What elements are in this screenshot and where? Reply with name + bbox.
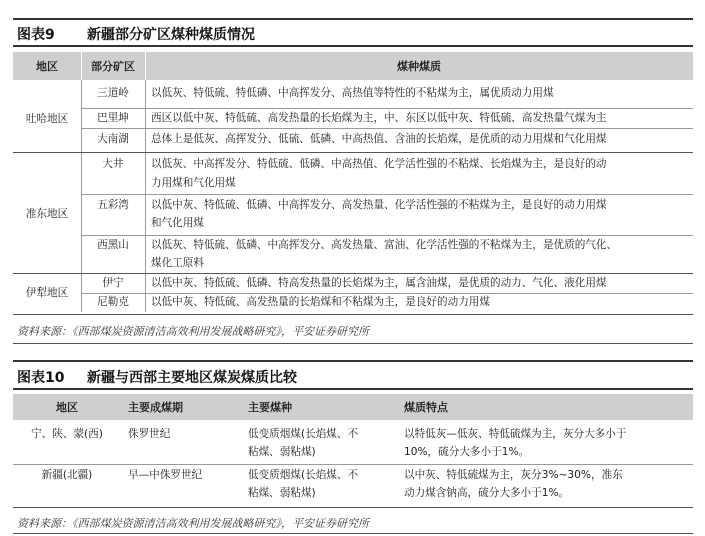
fig9-desc-line: 力用煤和气化用煤 <box>151 177 236 189</box>
fig10-feature-line: 10%，硫分大多小于1%。 <box>404 446 530 458</box>
fig9-table-bottom-rule <box>13 314 693 315</box>
fig10-header-type: 主要煤种 <box>248 401 292 414</box>
fig10-feature-line: 以中灰、特低硫煤为主，灰分3%~30%，准东 <box>404 469 623 481</box>
fig9-header-sep <box>81 52 82 80</box>
fig10-period: 早—中侏罗世纪 <box>128 469 203 481</box>
fig10-source: 资料来源：《西部煤炭资源清洁高效利用发展战略研究》，平安证券研究所 <box>17 517 369 530</box>
fig10-row-divider <box>13 464 693 465</box>
fig10-region: 新疆(北疆) <box>41 469 93 481</box>
fig9-mine: 伊宁 <box>102 277 124 289</box>
fig9-desc: 西区以低中灰、特低硫、高发热量的长焰煤为主，中、东区以低中灰、特低硫、高发热量气煤为主 <box>151 112 607 124</box>
fig10-type-line: 低变质烟煤(长焰煤、不 <box>248 469 359 481</box>
fig9-region-yili: 伊犁地区 <box>25 287 69 299</box>
fig9-desc-line: 煤化工原料 <box>151 257 204 269</box>
fig10-table-bottom-rule <box>13 507 693 508</box>
fig9-desc: 以低中灰、特低硫、高发热量的长焰煤和不粘煤为主，是良好的动力用煤 <box>151 296 490 308</box>
fig9-desc: 以低中灰、特低硫、低磷、特高发热量的长焰煤为主，属含油煤，是优质的动力、气化、液化用煤 <box>151 277 607 289</box>
fig10-top-rule <box>13 360 693 362</box>
fig9-desc-line: 和气化用煤 <box>151 217 204 229</box>
fig9-mine: 三道岭 <box>97 87 129 99</box>
fig10-region: 宁、陕、蒙(西) <box>31 428 103 440</box>
fig9-header-quality: 煤种煤质 <box>397 60 441 73</box>
fig10-feature-line: 动力煤含钠高，硫分大多小于1%。 <box>404 487 570 499</box>
fig9-header-region: 地区 <box>36 60 58 73</box>
fig10-title <box>17 367 297 387</box>
fig10-type-line: 低变质烟煤(长焰煤、不 <box>248 428 359 440</box>
fig10-source-rule <box>13 533 693 534</box>
fig9-desc: 以低灰、特低硫、特低磷、中高挥发分、高热值等特性的不粘煤为主，属优质动力用煤 <box>151 87 554 99</box>
fig9-row-divider <box>81 194 693 195</box>
fig9-mine: 五彩湾 <box>97 199 129 211</box>
fig9-source-rule <box>13 343 693 344</box>
fig9-mine: 大井 <box>102 158 124 170</box>
fig9-desc-line: 以低中灰、特低硫、低磷、中高挥发分、高发热量、化学活性强的不粘煤为主，是良好的动力用煤 <box>151 199 607 211</box>
fig9-region-tuha: 吐哈地区 <box>25 113 69 125</box>
fig9-desc-line: 以低灰、特低硫、低磷、中高挥发分、高发热量、富油、化学活性强的不粘煤为主，是优质的气化、 <box>151 239 618 251</box>
fig9-desc-line: 以低灰、中高挥发分、特低硫、低磷、中高热值、化学活性强的不粘煤、长焰煤为主，是良好的动 <box>151 158 607 170</box>
fig9-mine: 西黑山 <box>97 239 129 251</box>
fig9-col-sep <box>145 80 146 312</box>
fig9-number: 图表9 <box>17 27 55 43</box>
fig9-header-mine: 部分矿区 <box>91 60 135 73</box>
fig10-title-rule <box>13 388 693 390</box>
fig9-region-zhundong: 准东地区 <box>25 208 69 220</box>
fig9-top-rule <box>13 18 693 20</box>
fig9-mine: 大南湖 <box>97 133 129 145</box>
fig10-period: 侏罗世纪 <box>128 428 171 440</box>
fig9-mine: 巴里坤 <box>97 112 129 124</box>
fig9-mine: 尼勒克 <box>97 296 129 308</box>
fig9-title-text: 新疆部分矿区煤种煤质情况 <box>87 27 255 43</box>
fig10-header-region: 地区 <box>56 401 78 414</box>
fig9-group-divider <box>13 152 693 153</box>
fig10-type-line: 粘煤、弱粘煤) <box>248 487 316 499</box>
fig10-header-period: 主要成煤期 <box>128 401 183 414</box>
fig10-header-feature: 煤质特点 <box>404 401 448 414</box>
fig10-number: 图表10 <box>17 370 65 386</box>
fig9-title <box>17 24 255 44</box>
fig9-source: 资料来源：《西部煤炭资源清洁高效利用发展战略研究》，平安证券研究所 <box>17 325 369 338</box>
fig10-type-line: 粘煤、弱粘煤) <box>248 446 316 458</box>
fig9-title-rule <box>13 45 693 47</box>
fig9-desc: 总体上是低灰、高挥发分、低硫、低磷、中高热值、含油的长焰煤，是优质的动力用煤和气化用煤 <box>151 133 607 145</box>
fig10-feature-line: 以特低灰—低灰、特低硫煤为主，灰分大多小于 <box>404 428 627 440</box>
fig10-title-text: 新疆与西部主要地区煤炭煤质比较 <box>87 370 297 386</box>
fig9-header-sep <box>145 52 146 80</box>
fig9-row-divider <box>81 128 693 129</box>
